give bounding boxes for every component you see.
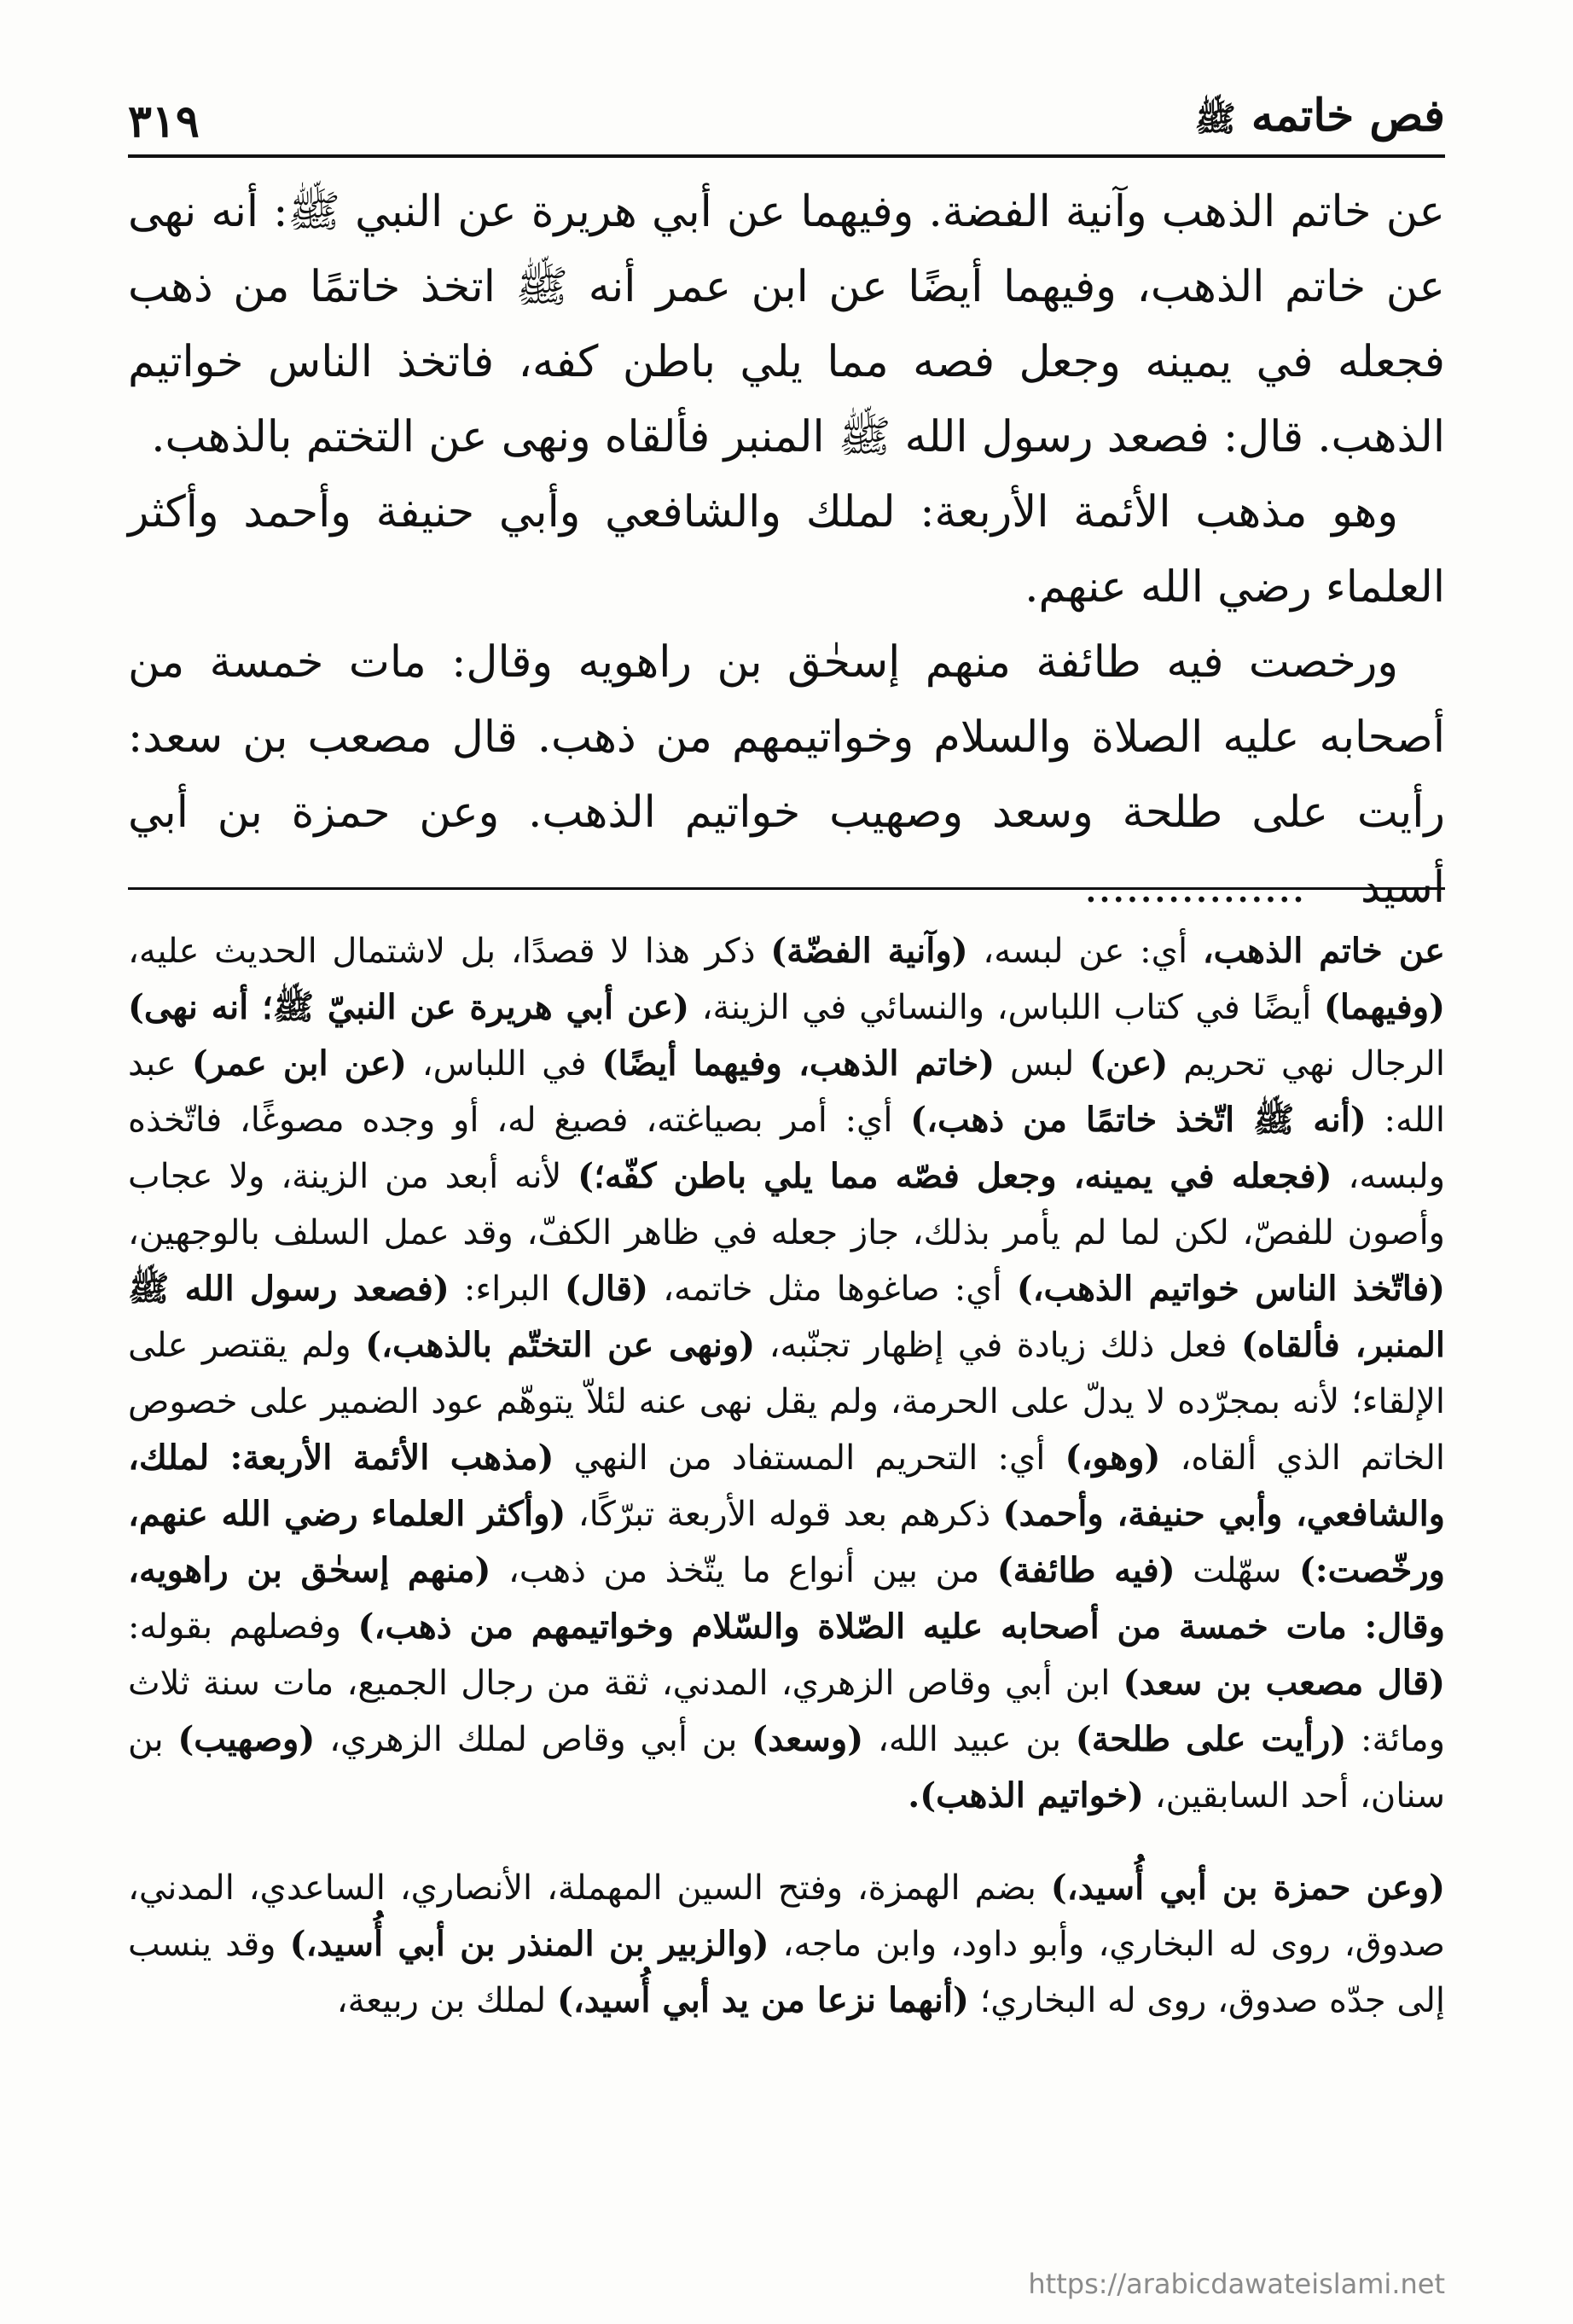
commentary-text: لبس xyxy=(995,1044,1090,1084)
commentary-text: من بين أنواع ما يتّخذ من ذهب، xyxy=(490,1551,997,1590)
watermark-url: https://arabicdawateislami.net xyxy=(1028,2268,1445,2300)
running-title xyxy=(1194,90,1445,148)
commentary-paragraph-1 xyxy=(128,923,1445,1824)
quoted-phrase: (وأكثر العلماء رضي الله عنهم، ورخّصت:) xyxy=(128,1494,1445,1590)
commentary-text: بن عبيد الله، xyxy=(863,1720,1076,1759)
commentary-text: بضم الهمزة، وفتح السين المهملة، الأنصاري، الساعدي، المدني، صدوق، روى له البخاري، وأبو داود، وابن ماجه، xyxy=(128,1868,1446,1964)
quoted-phrase: (عن) xyxy=(1089,1043,1169,1084)
quoted-phrase: عن خاتم الذهب، xyxy=(1202,931,1446,971)
main-paragraph-3-text: ورخصت فيه طائفة منهم إسحٰق بن راهويه وقال: مات خمسة من أصحابه عليه الصلاة والسلام وخواتيمهم من ذهب. قال مصعب بن سعد: رأيت على طلحة وسعد وصهيب خواتيم الذهب. وعن حمزة بن أبي أسيد xyxy=(128,637,1445,913)
commentary-text: وفصلهم بقوله: xyxy=(128,1607,358,1647)
running-title-text: فص خاتمه xyxy=(1251,90,1445,142)
commentary-text: أيضًا في كتاب اللباس، والنسائي في الزينة، xyxy=(689,988,1324,1027)
footnote-separator xyxy=(128,887,1445,890)
main-paragraph-2: وهو مذهب الأئمة الأربعة: لملك والشافعي وأبي حنيفة وأحمد وأكثر العلماء رضي الله عنهم. xyxy=(128,487,1445,613)
main-text xyxy=(128,175,1445,926)
commentary-text: بن أبي وقاص لملك الزهري، xyxy=(315,1720,752,1759)
commentary-text: لملك بن ربيعة، xyxy=(336,1981,557,2020)
commentary-section xyxy=(128,923,1445,2029)
commentary-text: أي: عن لبسه، xyxy=(967,932,1203,971)
commentary-text: أي: التحريم المستفاد من النهي xyxy=(554,1438,1065,1478)
quoted-phrase: (منهم إسحٰق بن راهويه، وقال: مات خمسة من أصحابه عليه الصّلاة والسّلام وخواتيمهم من ذهب،) xyxy=(128,1550,1445,1647)
quoted-phrase: (مذهب الأئمة الأربعة: لملك، والشافعي، وأبي حنيفة، وأحمد) xyxy=(128,1438,1445,1534)
page-header xyxy=(128,67,1445,158)
quoted-phrase: (وصهيب) xyxy=(177,1719,316,1759)
quoted-phrase: (خاتم الذهب، وفيهما أيضًا) xyxy=(601,1043,995,1084)
commentary-text: ابن أبي وقاص الزهري، المدني، ثقة من رجال الجميع، مات سنة ثلاث ومائة: xyxy=(128,1664,1446,1759)
quoted-phrase: (فاتّخذ الناس خواتيم الذهب،) xyxy=(1016,1269,1445,1309)
quoted-phrase: (قال مصعب بن سعد) xyxy=(1123,1663,1446,1703)
quoted-phrase: (أنه ﷺ اتّخذ خاتمًا من ذهب،) xyxy=(910,1100,1367,1140)
quoted-phrase: (قال) xyxy=(564,1269,649,1309)
quoted-phrase: (عن أبي هريرة عن النبيّ ﷺ؛ أنه نهى) xyxy=(128,987,690,1027)
commentary-text: بن سنان، أحد السابقين، xyxy=(128,1720,1445,1816)
quoted-phrase: (وهو،) xyxy=(1065,1438,1161,1478)
page-number: ٣١٩ xyxy=(128,96,200,148)
quoted-phrase: (أنهما نزعا من يد أبي أُسيد،) xyxy=(556,1980,969,2020)
commentary-text: الرجال نهي تحريم xyxy=(1168,1044,1445,1084)
quoted-phrase: (فجعله في يمينه، وجعل فصّه مما يلي باطن كفّه؛) xyxy=(578,1156,1332,1196)
commentary-text: لأنه أبعد من الزينة، ولا عجاب وأصون للفصّ، لكن لما لم يأمر بذلك، جاز جعله في ظاهر الكفّ، وقد عمل السلف بالوجهين، xyxy=(128,1157,1446,1252)
commentary-text: أي: صاغوها مثل خاتمه، xyxy=(648,1269,1017,1309)
commentary-text: ذكرهم بعد قوله الأربعة تبرّكًا، xyxy=(566,1495,1003,1534)
commentary-text: فعل ذلك زيادة في إظهار تجنّبه، xyxy=(755,1326,1241,1365)
quoted-phrase: (عن ابن عمر) xyxy=(191,1043,407,1084)
commentary-text: عبد الله: xyxy=(128,1044,1445,1140)
quoted-phrase: (وعن حمزة بن أبي أُسيد،) xyxy=(1050,1868,1446,1908)
quoted-phrase: (فصعد رسول الله ﷺ المنبر، فألقاه) xyxy=(128,1269,1445,1365)
quoted-phrase: (فيه طائفة) xyxy=(996,1550,1175,1590)
quoted-phrase: (وسعد) xyxy=(752,1719,864,1759)
main-paragraph-1: عن خاتم الذهب وآنية الفضة. وفيهما عن أبي هريرة عن النبي ﷺ: أنه نهى عن خاتم الذهب، وفيهما أيضًا عن ابن عمر أنه ﷺ اتخذ خاتمًا من ذهب فجعله في يمينه وجعل فصه مما يلي باطن كفه، فاتخذ الناس خواتيم الذهب. قال: فصعد رسول الله ﷺ المنبر فألقاه ونهى عن التختم بالذهب. xyxy=(128,187,1445,462)
quoted-phrase: (والزبير بن المنذر بن أبي أُسيد،) xyxy=(289,1924,769,1964)
commentary-text: ولم يقتصر على الإلقاء؛ لأنه بمجرّده لا يدلّ على الحرمة، ولم يقل نهى عنه لئلاّ يتوهّم عود الضمير على خصوص الخاتم الذي ألقاه، xyxy=(128,1326,1446,1478)
commentary-paragraph-2 xyxy=(128,1860,1445,2029)
commentary-text: سهّلت xyxy=(1175,1551,1299,1590)
commentary-text: أي: أمر بصياغته، فصيغ له، أو وجده مصوغًا، فاتّخذه ولبسه، xyxy=(128,1101,1446,1196)
continuation-dots: ................ xyxy=(1083,863,1306,913)
honorific-symbol: ﷺ xyxy=(1194,99,1236,139)
quoted-phrase: (وفيهما) xyxy=(1323,987,1446,1027)
quoted-phrase: (رأيت على طلحة) xyxy=(1075,1719,1347,1759)
commentary-text: وقد ينسب إلى جدّه صدوق، روى له البخاري؛ xyxy=(128,1925,1445,2020)
quoted-phrase: (ونهى عن التختّم بالذهب،) xyxy=(365,1325,756,1365)
commentary-text: ذكر هذا لا قصدًا، بل لاشتمال الحديث عليه، xyxy=(128,932,771,971)
commentary-text: البراء: xyxy=(449,1269,565,1309)
commentary-text: في اللباس، xyxy=(406,1044,602,1084)
main-paragraph-3 xyxy=(128,625,1445,926)
quoted-phrase: (وآنية الفضّة) xyxy=(770,931,968,971)
quoted-phrase: (خواتيم الذهب). xyxy=(908,1775,1144,1816)
